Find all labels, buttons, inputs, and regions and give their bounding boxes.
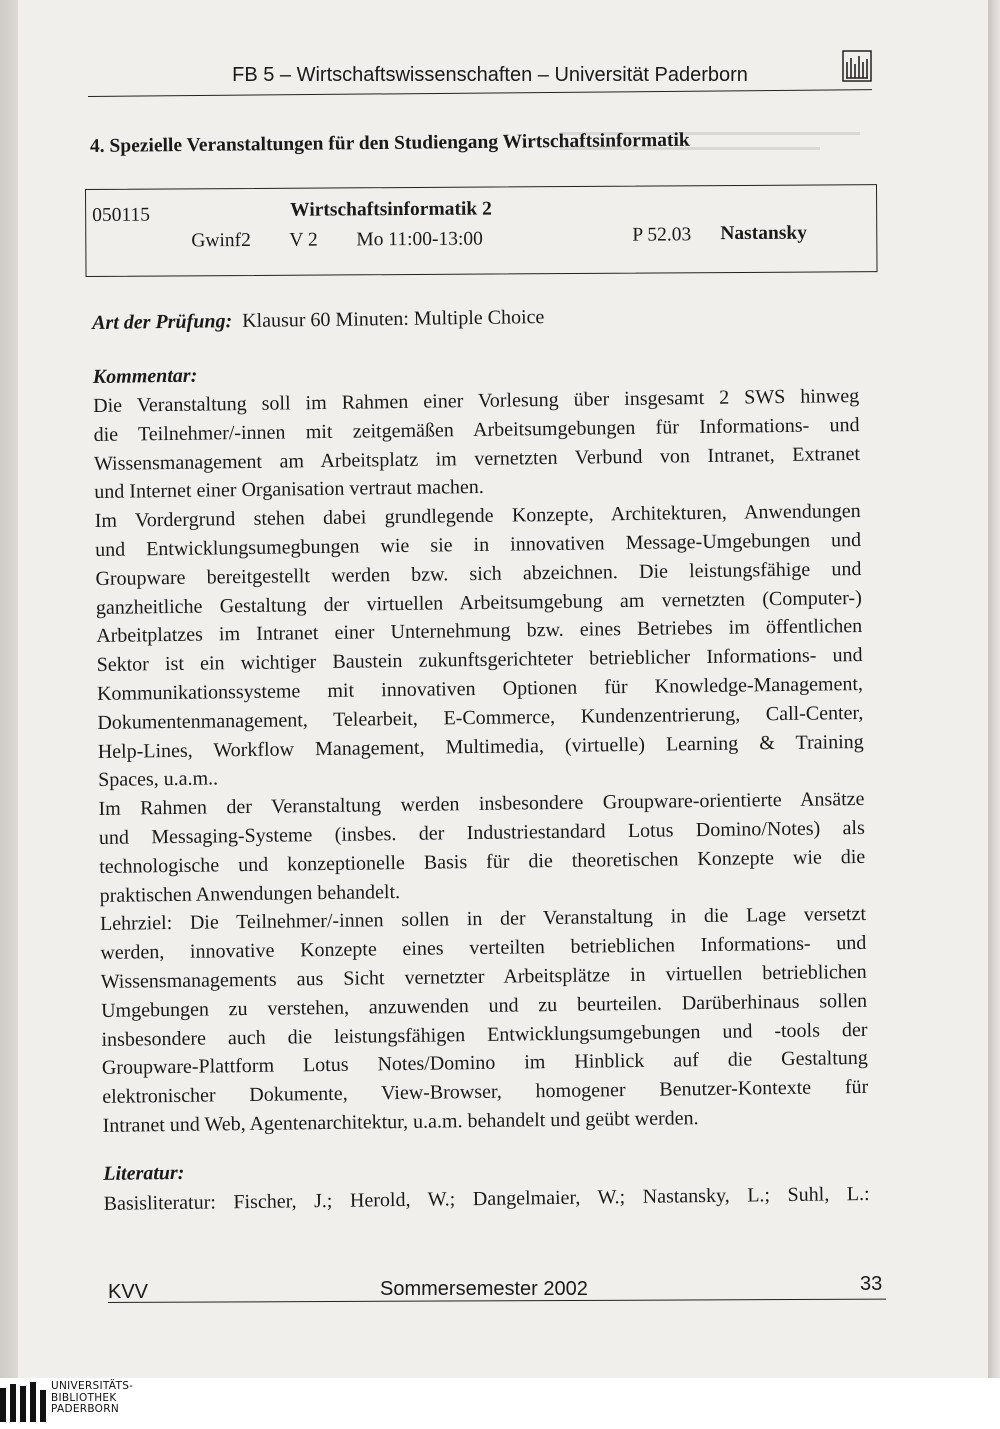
library-name-line: PADERBORN	[51, 1403, 119, 1415]
page-header-title: FB 5 – Wirtschaftswissenschaften – Universität Paderborn	[232, 64, 748, 86]
library-logo-icon	[0, 1382, 48, 1424]
left-page-edge	[0, 0, 18, 1378]
course-lecturer: Nastansky	[720, 222, 808, 245]
comment-line: Groupware-Plattform Lotus Notes/Domino im Hinblick auf die Gestaltung	[101, 1047, 868, 1080]
comment-label: Kommentar:	[92, 364, 198, 388]
literature-line: Basisliteratur: Fischer, J.; Herold, W.; Dangelmaier, W.; Nastansky, L.; Suhl, L.:	[103, 1182, 870, 1215]
section-heading: 4. Spezielle Veranstaltungen für den Studiengang Wirtschaftsinformatik	[89, 129, 690, 157]
course-description	[92, 302, 894, 1219]
comment-line: die Teilnehmer/-innen mit zeitgemäßen Arbeitsumgebungen für Informations- und	[93, 413, 860, 446]
comment-line: Arbeitplatzes im Intranet einer Unternehmung bzw. eines Betriebes im öffentlichen	[96, 615, 863, 648]
comment-line: werden, innovative Konzepte eines verteilten betrieblichen Informations- und	[100, 932, 867, 965]
course-number: 050115	[92, 204, 151, 226]
comment-line: Wissensmanagements aus Sicht vernetzter Arbeitsplätze in virtuellen betrieblichen	[100, 960, 867, 993]
comment-line: praktischen Anwendungen behandelt.	[99, 880, 401, 907]
comment-line: und Messaging-Systeme (insbes. der Industriestandard Lotus Domino/Notes) als	[98, 816, 865, 849]
comment-line: Lehrziel: Die Teilnehmer/-innen sollen in der Veranstaltung in die Lage versetzt	[99, 903, 867, 936]
footer-semester: Sommersemester 2002	[380, 1278, 588, 1300]
course-code: Gwinf2	[191, 229, 251, 252]
library-name-line: BIBLIOTHEK	[51, 1391, 117, 1404]
comment-line: und Entwicklungsumegbungen wie sie in innovativen Message-Umgebungen und	[94, 528, 862, 561]
page-number: 33	[860, 1273, 883, 1295]
comment-line: Wissensmanagement am Arbeitsplatz im vernetzten Verbund von Intranet, Extranet	[93, 442, 861, 475]
library-name-line: UNIVERSITÄTS-	[51, 1380, 134, 1392]
comment-line: technologische und konzeptionelle Basis für die theoretischen Konzepte wie die	[99, 845, 866, 878]
course-time: Mo 11:00-13:00	[356, 228, 483, 251]
comment-line: Im Vordergrund stehen dabei grundlegende Konzepte, Architekturen, Anwendungen	[94, 500, 861, 533]
comment-line: ganzheitliche Gestaltung der virtuellen Arbeitsumgebung am vernetzten (Computer-)	[95, 586, 862, 619]
footer-left: KVV	[108, 1281, 149, 1303]
comment-line: Help-Lines, Workflow Management, Multimedia, (virtuelle) Learning & Training	[97, 730, 864, 763]
comment-line: Intranet und Web, Agentenarchitektur, u.a.m. behandelt und geübt werden.	[102, 1107, 699, 1137]
right-page-edge	[988, 0, 1000, 1378]
course-room: P 52.03	[632, 224, 692, 246]
university-logo-icon	[842, 50, 872, 82]
exam-label: Art der Prüfung:	[92, 310, 233, 334]
comment-line: elektronischer Dokumente, View-Browser, homogener Benutzer-Kontexte für	[102, 1076, 869, 1109]
course-title: Wirtschaftsinformatik 2	[290, 198, 492, 221]
comment-line: Sektor ist ein wichtiger Baustein zukunftsgerichteter betrieblicher Informations- und	[96, 644, 863, 677]
comment-line: Im Rahmen der Veranstaltung werden insbesondere Groupware-orientierte Ansätze	[98, 788, 865, 821]
comment-line: Kommunikationssysteme mit innovativen Optionen für Knowledge-Management,	[96, 672, 864, 705]
comment-line: insbesondere auch die leistungsfähigen Entwicklungsumgebungen und -tools der	[101, 1018, 868, 1051]
comment-line: Groupware bereitgestellt werden bzw. sich abzeichnen. Die leistungsfähige und	[95, 557, 862, 590]
library-name	[51, 1381, 133, 1416]
comment-text	[93, 382, 893, 1141]
comment-line: und Internet einer Organisation vertraut machen.	[94, 476, 484, 504]
exam-value: Klausur 60 Minuten: Multiple Choice	[242, 306, 545, 333]
comment-line: Spaces, u.a.m..	[97, 767, 219, 792]
literature-label: Literatur:	[103, 1161, 185, 1185]
comment-line: Dokumentenmanagement, Telearbeit, E-Commerce, Kundenzentrierung, Call-Center,	[97, 701, 864, 734]
comment-line: Die Veranstaltung soll im Rahmen einer Vorlesung über insgesamt 2 SWS hinweg	[93, 384, 860, 417]
course-hours: V 2	[289, 229, 318, 251]
course-info-box	[85, 184, 878, 277]
comment-line: Umgebungen zu verstehen, anzuwenden und zu beurteilen. Darüberhinaus sollen	[101, 989, 868, 1022]
